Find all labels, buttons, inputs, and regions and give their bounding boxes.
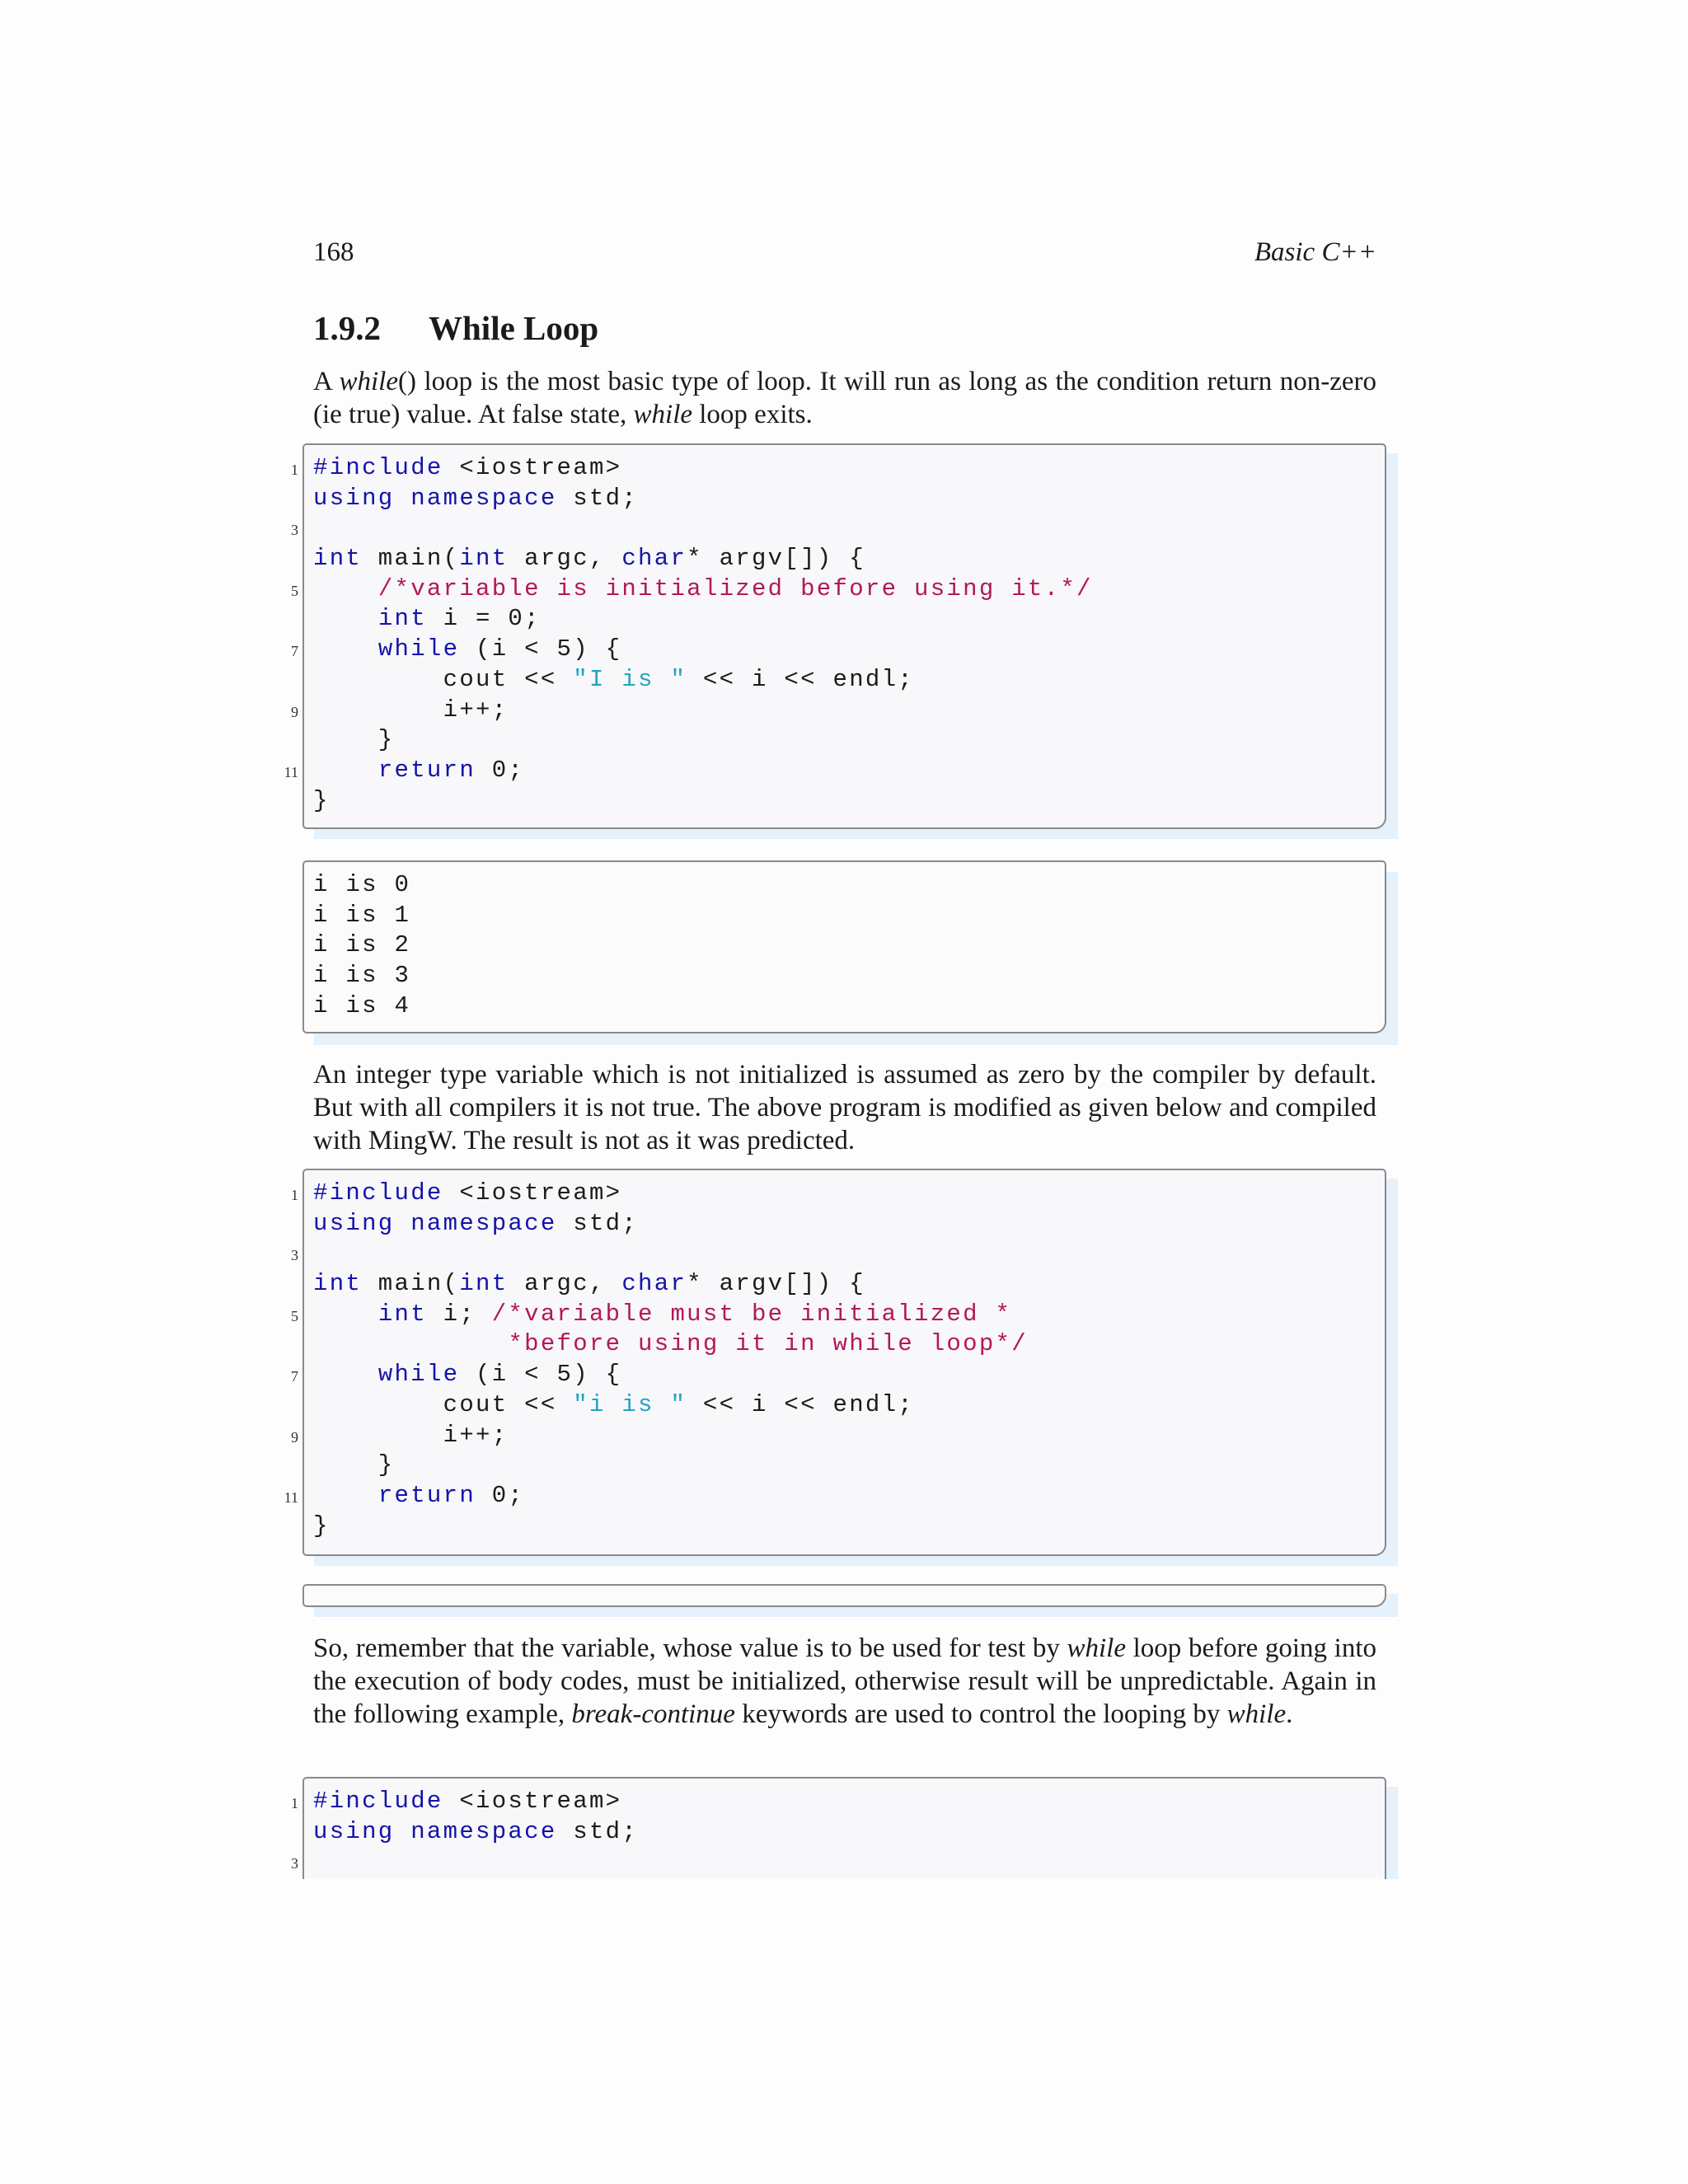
section-title: While Loop	[429, 309, 599, 347]
code-line: while (i < 5) {	[377, 1361, 622, 1389]
section-heading	[313, 308, 598, 348]
code-line: return 0;	[377, 1481, 525, 1509]
code-line: i++;	[313, 696, 509, 724]
code-line: cout << "i is " << i << endl;	[313, 1390, 915, 1418]
output-line: i is 2	[313, 931, 411, 959]
code-line: #include <iostream>	[313, 1788, 622, 1815]
code-line: /*variable is initialized before using it.*/	[377, 574, 1093, 602]
output-line: i is 0	[313, 871, 411, 898]
code-line: using namespace std;	[313, 1209, 639, 1237]
code-line	[313, 1239, 1028, 1269]
code-block-1	[313, 453, 1093, 816]
code-line: }	[313, 1451, 395, 1479]
code-line: #include <iostream>	[313, 454, 622, 481]
body-paragraph-3: So, remember that the variable, whose value is to be used for test by while loop before going into the execution of body codes, must be initialized, otherwise result will be unpredictable. Again in the following example, break-continue keywords are used to control the looping by while.	[313, 1633, 1376, 1729]
body-paragraph-2: An integer type variable which is not initialized is assumed as zero by the compiler by default. But with all compilers it is not true. The above program is modified as given below and compiled with MingW. The result is not as it was predicted.	[313, 1060, 1376, 1155]
listing-2-line-numbers: 1 3 5 7 9 11	[284, 1187, 298, 1506]
code-line: }	[313, 726, 395, 754]
output-line: i is 4	[313, 991, 411, 1019]
code-line	[313, 513, 1093, 544]
code-line: int i; /*variable must be initialized *	[377, 1300, 1012, 1328]
page-bottom-margin	[0, 1879, 1688, 2184]
code-line: using namespace std;	[313, 484, 639, 512]
output-line: i is 1	[313, 901, 411, 929]
output-line: i is 3	[313, 962, 411, 990]
code-line: int i = 0;	[377, 605, 541, 633]
code-line: cout << "I is " << i << endl;	[313, 665, 915, 693]
running-title: Basic C++	[1254, 237, 1376, 267]
code-line: int main(int argc, char* argv[]) {	[313, 1270, 865, 1298]
code-line: }	[313, 1511, 330, 1540]
output-box-2-empty	[302, 1584, 1386, 1607]
intro-paragraph: A while() loop is the most basic type of loop. It will run as long as the condition return non-zero (ie true) value. At false state, while loop exits.	[313, 367, 1376, 429]
code-line: i++;	[313, 1421, 509, 1449]
code-line: return 0;	[377, 756, 525, 784]
page-number: 168	[313, 237, 354, 267]
code-line: }	[313, 786, 330, 814]
code-line: int main(int argc, char* argv[]) {	[313, 545, 865, 573]
listing-3-line-numbers: 1 3	[291, 1795, 298, 1872]
output-block-1	[313, 870, 410, 1021]
code-line: #include <iostream>	[313, 1179, 622, 1207]
code-block-2	[313, 1179, 1028, 1541]
listing-1-line-numbers: 1 3 5 7 9 11	[284, 462, 298, 780]
code-line: while (i < 5) {	[377, 635, 622, 663]
output-box-1	[302, 860, 1386, 1033]
code-line: using namespace std;	[313, 1817, 639, 1845]
code-block-3	[313, 1787, 638, 1847]
section-number: 1.9.2	[313, 309, 381, 347]
code-line: *before using it in while loop*/	[508, 1330, 1028, 1358]
